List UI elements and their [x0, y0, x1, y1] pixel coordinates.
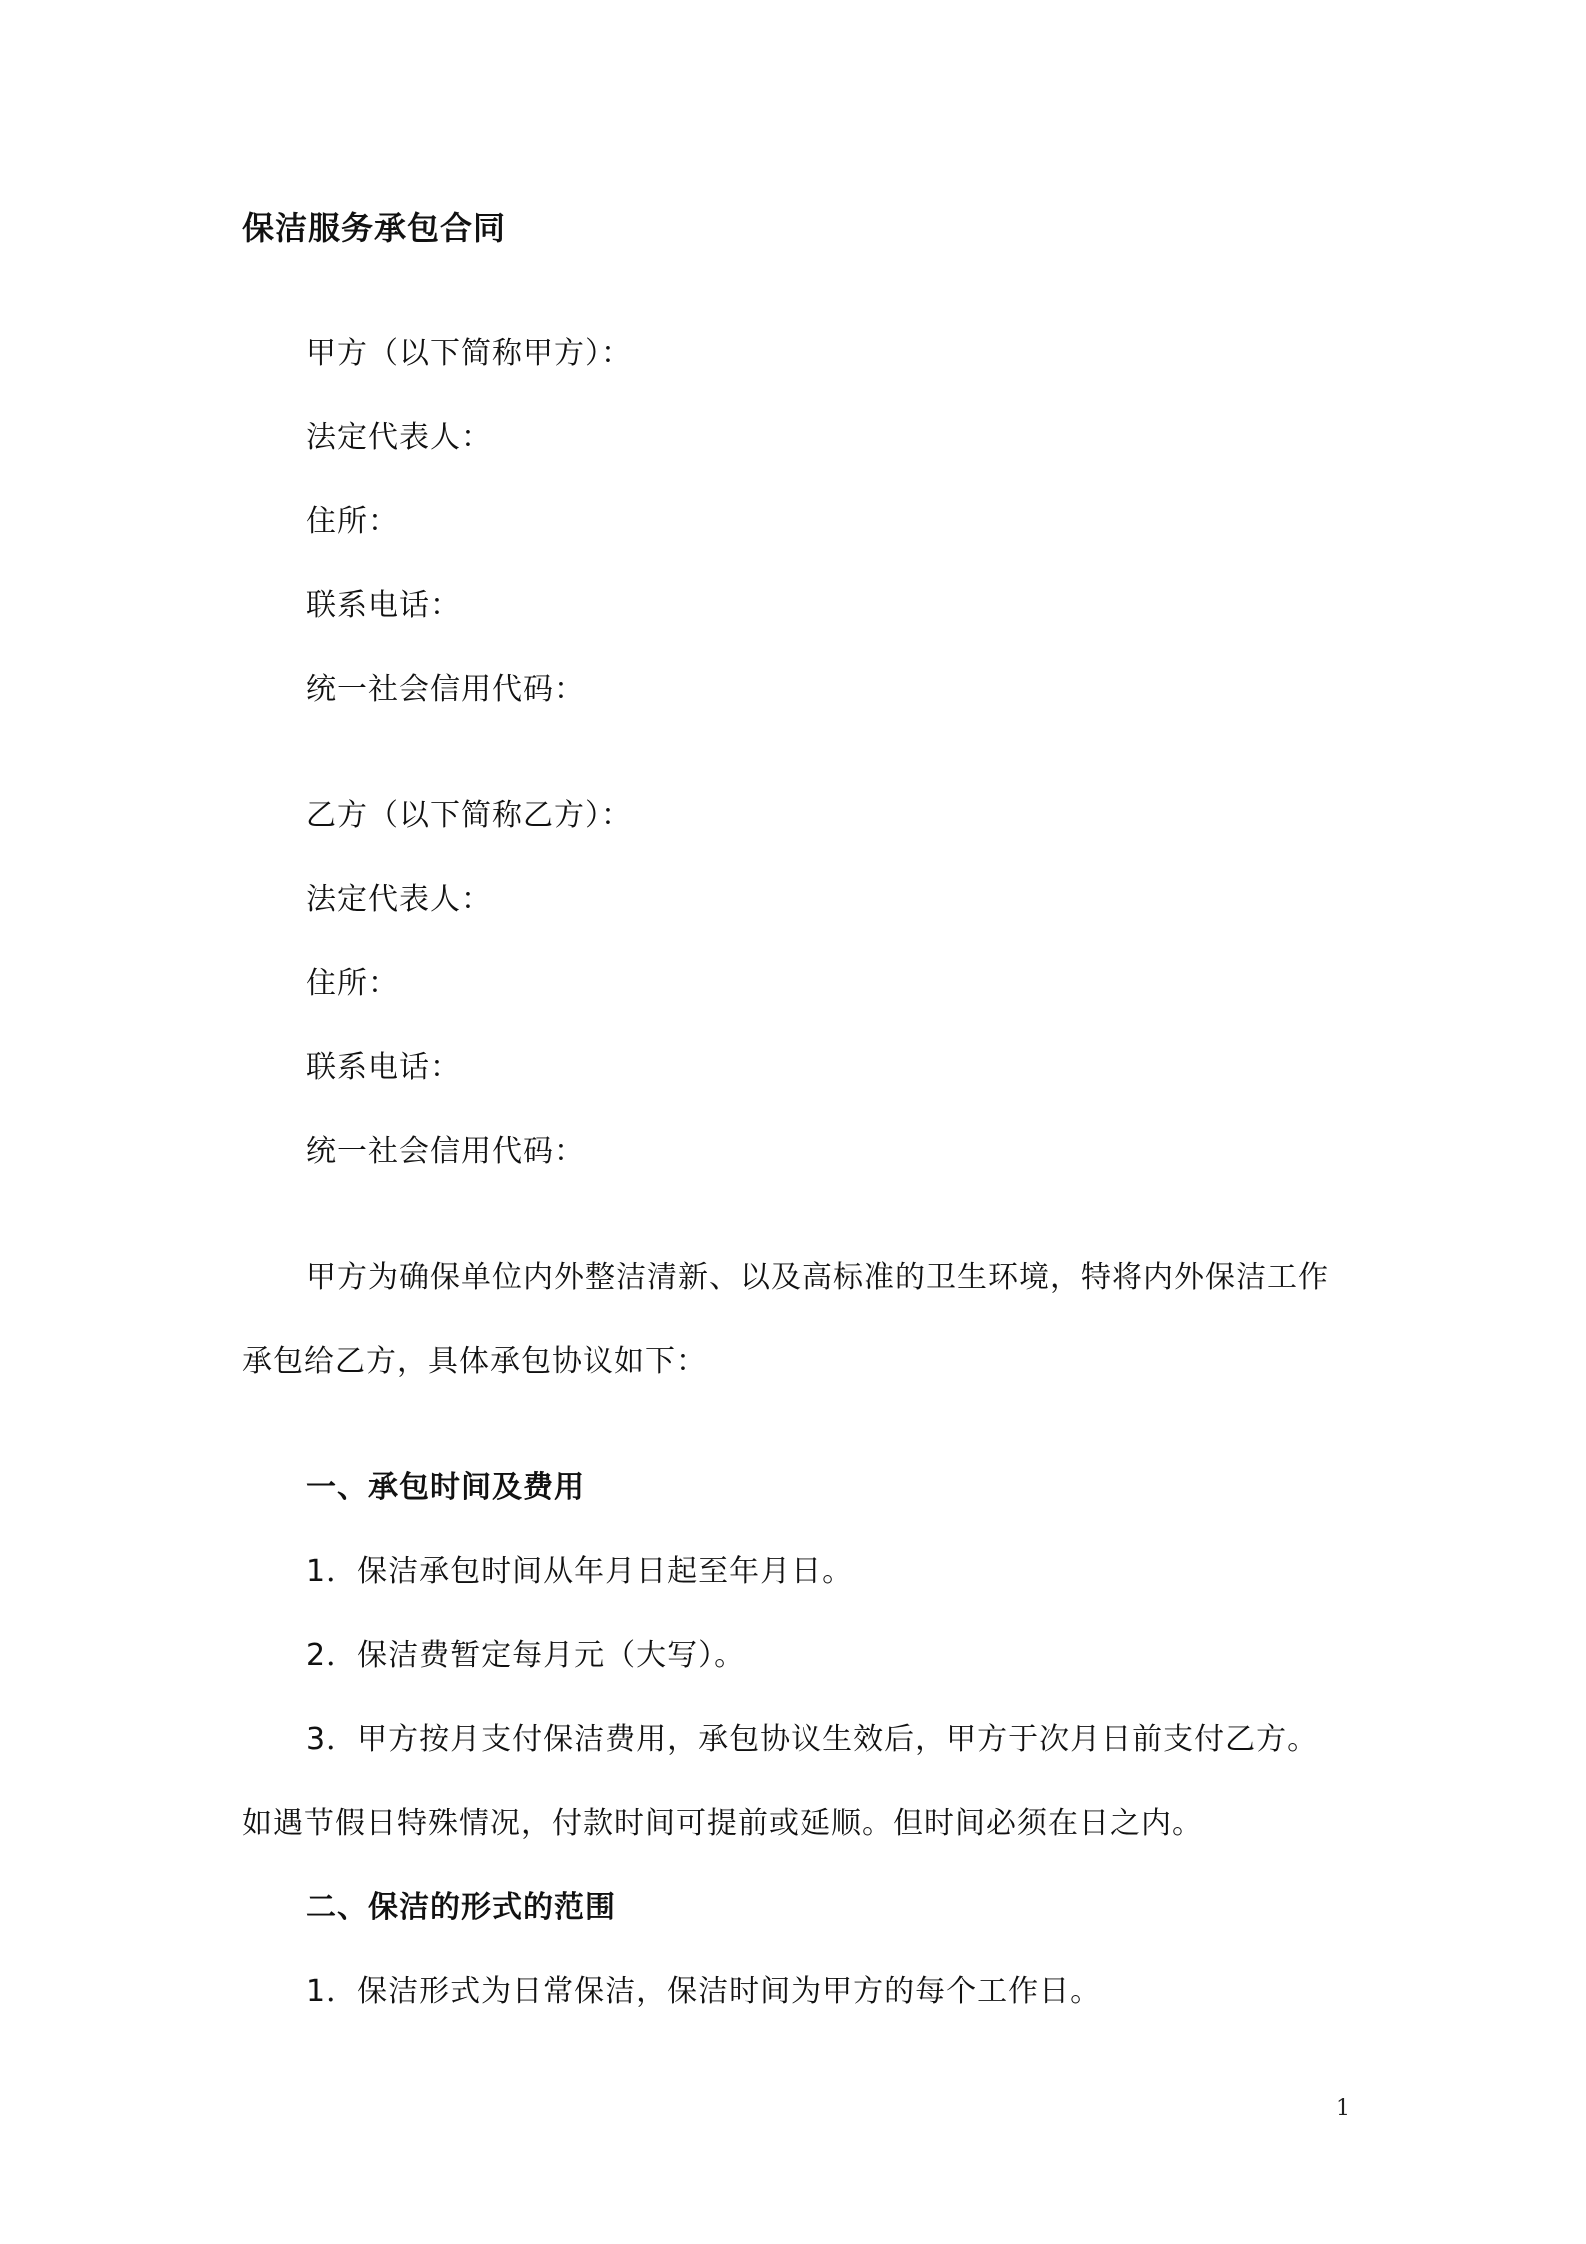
document-title: 保洁服务承包合同 — [242, 209, 507, 247]
party-b-phone-label: 联系电话： — [306, 1050, 461, 1085]
party-b-name-label: 乙方（以下简称乙方）： — [306, 798, 632, 833]
section-1-item-3-line-2: 如遇节假日特殊情况，付款时间可提前或延顺。但时间必须在日之内。 — [242, 1806, 1203, 1841]
party-b-credit-code-label: 统一社会信用代码： — [306, 1134, 585, 1169]
party-a-credit-code-label: 统一社会信用代码： — [306, 672, 585, 707]
section-2-item-1: 1．保洁形式为日常保洁，保洁时间为甲方的每个工作日。 — [306, 1974, 1102, 2009]
party-b-legal-rep-label: 法定代表人： — [306, 882, 492, 917]
party-a-name-label: 甲方（以下简称甲方）： — [306, 336, 632, 371]
section-1-item-1: 1．保洁承包时间从年月日起至年月日。 — [306, 1554, 854, 1589]
section-1-item-3-line-1: 3．甲方按月支付保洁费用，承包协议生效后，甲方于次月日前支付乙方。 — [306, 1722, 1319, 1757]
party-a-address-label: 住所： — [306, 504, 399, 539]
party-a-phone-label: 联系电话： — [306, 588, 461, 623]
section-1-heading: 一、承包时间及费用 — [306, 1470, 585, 1505]
section-1-item-2: 2．保洁费暂定每月元（大写）。 — [306, 1638, 746, 1673]
section-2-heading: 二、保洁的形式的范围 — [306, 1890, 616, 1925]
intro-paragraph-line-2: 承包给乙方，具体承包协议如下： — [242, 1344, 707, 1379]
intro-paragraph-line-1: 甲方为确保单位内外整洁清新、以及高标准的卫生环境，特将内外保洁工作 — [306, 1260, 1329, 1295]
party-b-address-label: 住所： — [306, 966, 399, 1001]
party-a-legal-rep-label: 法定代表人： — [306, 420, 492, 455]
page-number: 1 — [1336, 2096, 1350, 2121]
